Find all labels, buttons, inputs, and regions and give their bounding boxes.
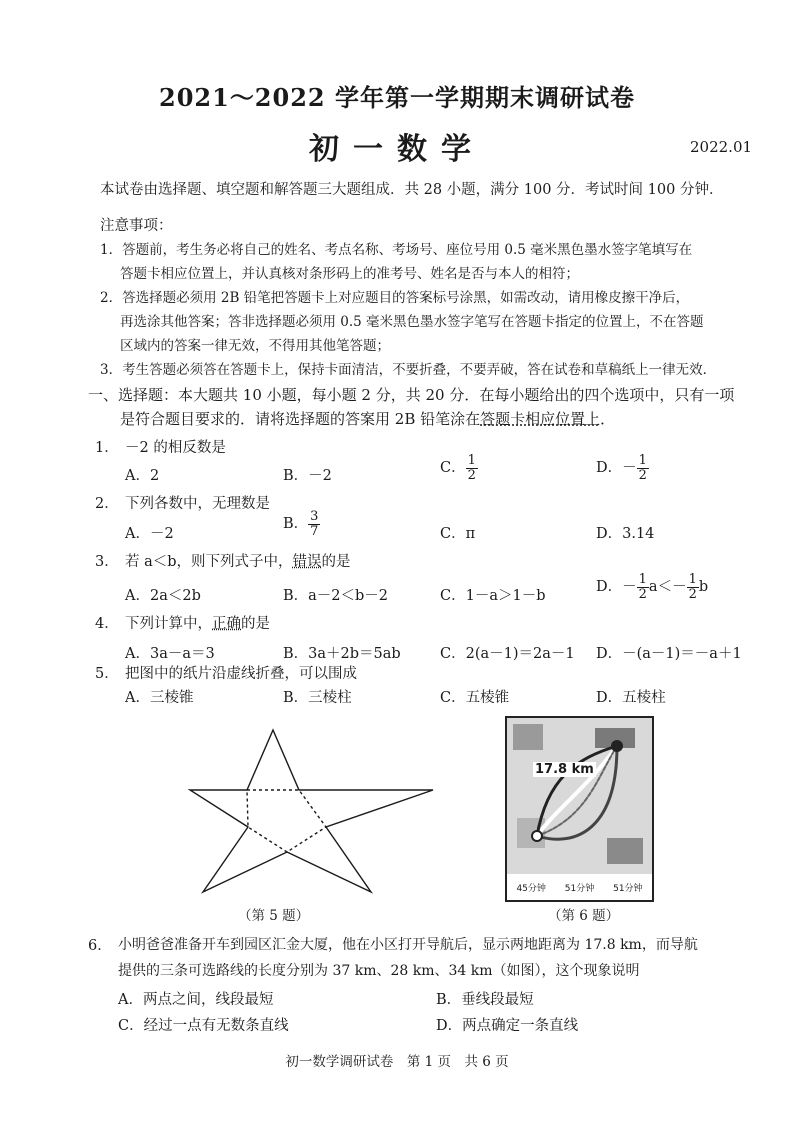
q6-option-a: A．两点之间，线段最短 xyxy=(118,992,274,1008)
q5-option-d: D．五棱柱 xyxy=(596,690,666,706)
q5-option-c: C．五棱锥 xyxy=(440,690,510,706)
q3-d-den-1: 2 xyxy=(638,586,647,602)
q3-stem-emphasis: 错误 xyxy=(292,554,322,570)
star-fold-lines xyxy=(247,790,326,852)
q3-d-num-2: 1 xyxy=(688,572,697,587)
q6-option-b: B．垂线段最短 xyxy=(436,992,534,1008)
q1-stem: －2 的相反数是 xyxy=(125,440,226,456)
exam-intro: 本试卷由选择题、填空题和解答题三大题组成．共 28 小题，满分 100 分．考试时间 100 分钟． xyxy=(100,182,724,198)
route-time-3: 51分钟 xyxy=(613,883,643,894)
note-line-3: 2．答选择题必须用 2B 铅笔把答题卡上对应题目的答案标号涂黑，如需改动，请用橡皮擦干净后， xyxy=(100,290,690,306)
figure-5-caption: （第 5 题） xyxy=(238,908,310,924)
q1-c-num: 1 xyxy=(467,453,476,468)
figure-5-star-net xyxy=(185,722,445,898)
q2-b-label: B． xyxy=(283,516,309,533)
q4-stem-emphasis: 正确 xyxy=(212,616,241,632)
star-outline xyxy=(190,730,433,892)
section1-line2-text: 是符合题目要求的．请将选择题的答案用 2B 铅笔涂在 xyxy=(120,410,481,428)
q3-d-num-1: 1 xyxy=(638,572,647,587)
note-line-6: 3．考生答题必须答在答题卡上，保持卡面清洁，不要折叠，不要弄破，答在试卷和草稿纸上一律无效． xyxy=(100,362,717,378)
q4-stem-a: 下列计算中， xyxy=(125,616,212,632)
q3-stem xyxy=(125,550,351,571)
q2-number: 2． xyxy=(95,496,119,512)
q3-d-den-2: 2 xyxy=(688,586,697,602)
q2-option-b xyxy=(283,510,320,538)
q1-option-d xyxy=(596,454,649,482)
q6-option-c: C．经过一点有无数条直线 xyxy=(118,1018,289,1034)
q3-d-mid: a＜－ xyxy=(648,579,687,596)
q2-option-d: D．3.14 xyxy=(596,526,655,542)
section1-line2-emphasis: 答题卡相应位置上 xyxy=(480,410,601,428)
q2-b-num: 3 xyxy=(310,509,319,524)
q3-d-fraction-2 xyxy=(687,573,699,601)
q3-stem-a: 若 a＜b，则下列式子中， xyxy=(125,554,293,570)
q2-stem: 下列各数中，无理数是 xyxy=(125,496,270,512)
figure-6-navigation-map xyxy=(505,716,654,902)
q3-number: 3． xyxy=(95,554,119,570)
exam-date: 2022.01 xyxy=(690,138,753,156)
q3-option-c: C．1－a＞1－b xyxy=(440,588,546,604)
q4-stem-c: 的是 xyxy=(241,616,270,632)
page-footer: 初一数学调研试卷 第 1 页 共 6 页 xyxy=(285,1054,509,1070)
note-line-1: 1．答题前，考生务必将自己的姓名、考点名称、考场号、座位号用 0.5 毫米黑色墨水签字笔填写在 xyxy=(100,242,693,258)
note-line-2: 答题卡相应位置上，并认真核对条形码上的准考号、姓名是否与本人的相符； xyxy=(120,266,579,282)
q3-option-a: A．2a＜2b xyxy=(125,588,201,604)
note-line-4: 再选涂其他答案；答非选择题必须用 0.5 毫米黑色墨水签字笔写在答题卡指定的位置上，不在答题 xyxy=(120,314,704,330)
q6-line2: 提供的三条可选路线的长度分别为 37 km、28 km、34 km（如图），这个现象说明 xyxy=(118,963,640,979)
q2-option-c: C．π xyxy=(440,526,476,542)
section1-line2-end: ． xyxy=(600,410,616,428)
q4-stem xyxy=(125,612,270,633)
q3-stem-c: 的是 xyxy=(321,554,351,570)
section1-line1: 一、选择题：本大题共 10 小题，每小题 2 分，共 20 分．在每小题给出的四个选项中，只有一项 xyxy=(88,386,735,404)
q1-c-fraction xyxy=(466,454,478,482)
q6-number: 6． xyxy=(88,938,112,954)
q1-option-a: A．2 xyxy=(125,468,160,484)
q1-number: 1． xyxy=(95,440,119,456)
q4-option-c: C．2(a－1)＝2a－1 xyxy=(440,646,575,662)
q1-c-den: 2 xyxy=(467,467,476,483)
q6-line1: 小明爸爸准备开车到园区汇金大厦，他在小区打开导航后，显示两地距离为 17.8 km，而导航 xyxy=(118,937,698,953)
q1-d-label: D．－ xyxy=(596,460,637,477)
figure-6-caption: （第 6 题） xyxy=(548,908,620,924)
q2-b-den: 7 xyxy=(310,523,319,539)
map-route-times xyxy=(507,874,652,900)
q2-option-a: A．－2 xyxy=(125,526,174,542)
map-origin-marker xyxy=(532,831,542,841)
q1-option-b: B．－2 xyxy=(283,468,332,484)
q4-option-b: B．3a＋2b＝5ab xyxy=(283,646,401,662)
q1-d-den: 2 xyxy=(638,467,647,483)
notes-heading: 注意事项： xyxy=(100,218,173,234)
q5-stem: 把图中的纸片沿虚线折叠，可以围成 xyxy=(125,666,357,682)
q3-d-label: D．－ xyxy=(596,579,637,596)
map-route-line xyxy=(537,746,617,836)
q1-c-label: C． xyxy=(440,460,466,477)
route-time-2: 51分钟 xyxy=(564,883,595,894)
q3-option-d xyxy=(596,573,708,601)
subject-title: 初一数学 xyxy=(309,132,485,167)
q1-option-c xyxy=(440,454,478,482)
q2-b-fraction xyxy=(308,510,320,538)
q3-d-end: b xyxy=(698,579,709,596)
q6-option-d: D．两点确定一条直线 xyxy=(436,1018,579,1034)
q4-option-a: A．3a－a＝3 xyxy=(125,646,215,662)
map-distance-label: 17.8 km xyxy=(535,762,594,777)
q5-option-b: B．三棱柱 xyxy=(283,690,352,706)
section1-line2 xyxy=(120,408,615,429)
q1-d-num: 1 xyxy=(638,453,647,468)
q4-number: 4． xyxy=(95,616,119,632)
map-destination-marker xyxy=(611,740,623,752)
q5-option-a: A．三棱锥 xyxy=(125,690,194,706)
exam-title: 2021～2022 学年第一学期期末调研试卷 xyxy=(159,83,635,112)
q1-d-fraction xyxy=(637,454,649,482)
note-line-5: 区域内的答案一律无效，不得用其他笔答题； xyxy=(120,338,390,354)
q5-number: 5． xyxy=(95,666,119,682)
map-routes xyxy=(507,718,652,900)
q4-option-d: D．－(a－1)＝－a＋1 xyxy=(596,646,742,662)
q3-d-fraction-1 xyxy=(637,573,649,601)
route-time-1: 45分钟 xyxy=(516,883,546,894)
q3-option-b: B．a－2＜b－2 xyxy=(283,588,389,604)
